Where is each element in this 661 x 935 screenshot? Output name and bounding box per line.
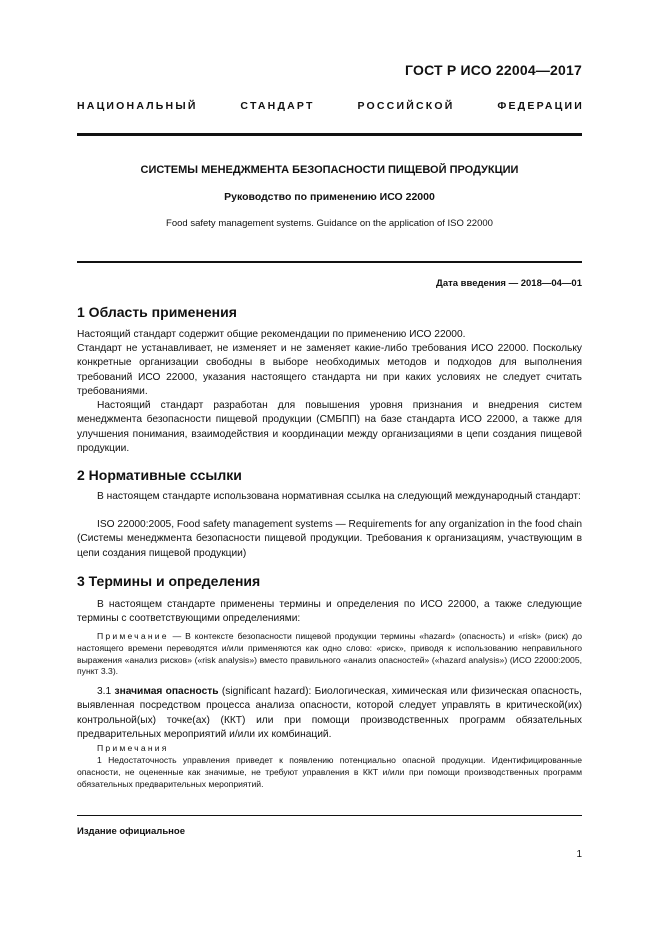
top-divider — [77, 133, 582, 136]
national-standard-line: НАЦИОНАЛЬНЫЙ СТАНДАРТ РОССИЙСКОЙ ФЕДЕРАЦИИ — [77, 100, 584, 112]
section-3-paragraph-1: В настоящем стандарте применены термины и определения по ИСО 22000, а также следующие термины с соответствующими определениями: — [77, 599, 582, 625]
term-number: 3.1 — [97, 686, 115, 697]
document-title: СИСТЕМЫ МЕНЕДЖМЕНТА БЕЗОПАСНОСТИ ПИЩЕВОЙ ПРОДУКЦИИ — [140, 164, 519, 176]
note-1: 1 Недостаточность управления приведет к появлению потенциально опасной продукции. Идентифицированные опасности, не оцененные как значимые, не требуют управления в ККТ и/или при помощи производственных программ обязательных предварительных мероприятий. — [77, 755, 582, 789]
bottom-divider — [77, 815, 582, 816]
document-subtitle: Руководство по применению ИСО 22000 — [224, 191, 435, 203]
note-text: — В контексте безопасности пищевой продукции термины «hazard» (опасность) и «risk» (риск) до настоящего времени переводятся и/или применяются как одно слово: «риск», приводя к использованию неправильного выражения «анализ рисков» («risk analysis») вместо правильного «анализ опасностей» («hazard analysis») (ИСО 22000:2005, пункт 3.3). — [77, 631, 582, 677]
section-1-paragraph-1: Настоящий стандарт содержит общие рекомендации по применению ИСО 22000. — [77, 329, 466, 340]
section-1-paragraph-3: Настоящий стандарт разработан для повышения уровня признания и внедрения систем менеджмента безопасности пищевой продукции (СМБПП) на базе стандарта ИСО 22000, а также для улучшения понимания, взаимодействия и координации между организациями в цепи создания пищевой продукции. — [77, 400, 582, 454]
section-3-note — [77, 631, 582, 678]
note-label: Примечание — [97, 631, 169, 641]
middle-divider — [77, 261, 582, 263]
term-name: значимая опасность — [114, 686, 219, 697]
document-code: ГОСТ Р ИСО 22004—2017 — [405, 62, 582, 78]
introduction-date: Дата введения — 2018—04—01 — [436, 278, 582, 289]
notes-label: Примечания — [97, 743, 169, 753]
term-definition: (significant hazard): Биологическая, химическая или физическая опасность, выявленная посредством процесса анализа опасности, которой следует управлять в критической(их) контрольной(ых) точке(ах) (ККТ) или при помощи производственных программ обязательных предварительных мероприятий и/или их комбинаций. — [77, 686, 582, 740]
section-1-paragraph-2: Стандарт не устанавливает, не изменяет и не заменяет какие-либо требования ИСО 22000. Поскольку конкретные организации свободны в выборе необходимых методов и подходов для выполнения требований ИСО 22000, указания настоящего стандарта ни при каких условиях не следует считать требованиями. — [77, 343, 582, 397]
section-3-heading: 3 Термины и определения — [77, 573, 261, 589]
english-title: Food safety management systems. Guidance on the application of ISO 22000 — [166, 218, 493, 229]
section-2-paragraph-2: ISO 22000:2005, Food safety management systems — Requirements for any organization in the food chain (Системы менеджмента безопасности пищевой продукции. Требования к организациям, участвующим в цепи создания пищевой продукции) — [77, 519, 582, 559]
section-1-heading: 1 Область применения — [77, 304, 237, 320]
official-edition-label: Издание официальное — [77, 826, 185, 837]
term-3-1 — [77, 685, 582, 742]
section-2-paragraph-1: В настоящем стандарте использована нормативная ссылка на следующий международный стандарт: — [97, 491, 581, 502]
section-2-heading: 2 Нормативные ссылки — [77, 467, 242, 483]
page-number: 1 — [576, 849, 582, 860]
